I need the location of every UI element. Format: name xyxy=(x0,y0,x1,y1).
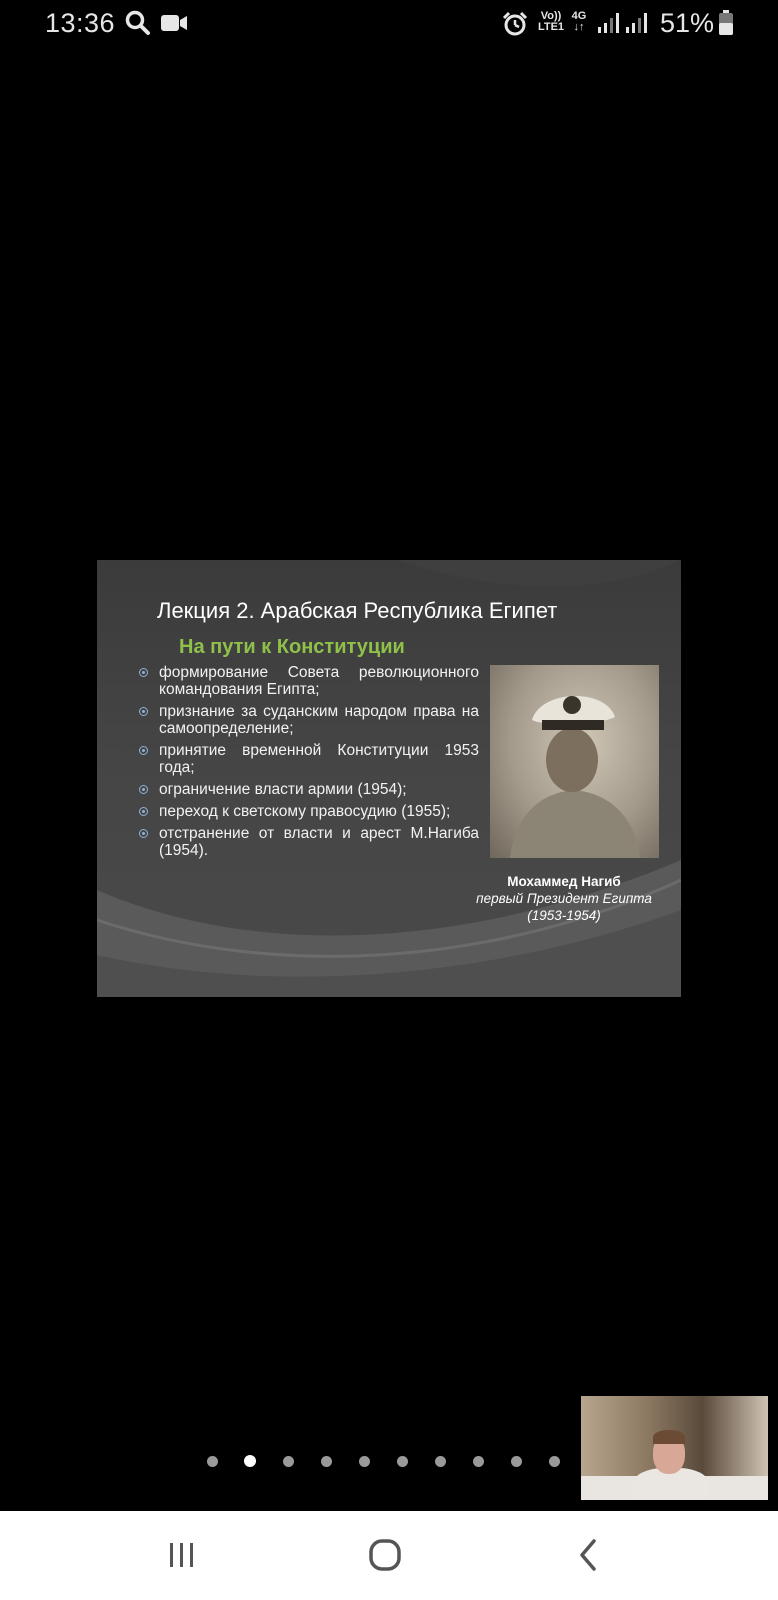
volte-indicator xyxy=(536,11,566,33)
page-dot[interactable] xyxy=(321,1456,332,1467)
bullet-item xyxy=(139,664,479,698)
bullet-item xyxy=(139,703,479,737)
bullet-text: принятие временной Конституции 1953 года; xyxy=(159,742,479,776)
caption-name: Мохаммед Нагиб xyxy=(507,874,621,889)
bullet-item xyxy=(139,803,479,820)
navigation-bar xyxy=(0,1511,778,1600)
bullet-icon xyxy=(139,707,148,716)
back-button[interactable] xyxy=(566,1533,610,1577)
volte-bottom-label: LTE1 xyxy=(537,21,565,33)
network-type-label: 4G xyxy=(571,10,587,22)
alarm-icon xyxy=(502,11,528,37)
bullet-item xyxy=(139,781,479,798)
status-bar xyxy=(0,0,778,48)
page-dot[interactable] xyxy=(283,1456,294,1467)
bullet-list xyxy=(139,664,479,864)
bullet-text: переход к светскому правосудию (1955); xyxy=(159,803,451,820)
photo-caption xyxy=(459,873,669,924)
caption-years: (1953-1954) xyxy=(527,908,601,923)
status-time: 13:36 xyxy=(45,8,116,38)
battery-icon xyxy=(718,10,734,36)
recent-apps-icon xyxy=(166,1540,198,1570)
battery-percent: 51% xyxy=(660,8,715,38)
portrait-illustration xyxy=(490,665,659,858)
caption-role: первый Президент Египта xyxy=(476,891,652,906)
bullet-icon xyxy=(139,785,148,794)
lecture-slide[interactable] xyxy=(97,560,681,997)
signal-icon xyxy=(624,11,648,35)
participant-video-thumbnail[interactable] xyxy=(581,1396,768,1500)
network-type-indicator xyxy=(568,11,590,33)
volte-top-label: Vo)) xyxy=(540,10,562,22)
bullet-icon xyxy=(139,746,148,755)
recent-apps-button[interactable] xyxy=(160,1533,204,1577)
page-dot[interactable] xyxy=(435,1456,446,1467)
page-dot[interactable] xyxy=(397,1456,408,1467)
bullet-icon xyxy=(139,829,148,838)
page-dot[interactable] xyxy=(549,1456,560,1467)
bullet-text: отстранение от власти и арест М.Нагиба (1954). xyxy=(159,825,479,859)
bullet-icon xyxy=(139,807,148,816)
page-dot[interactable] xyxy=(473,1456,484,1467)
portrait-photo xyxy=(490,665,659,858)
bullet-item xyxy=(139,825,479,859)
slide-subtitle: На пути к Конституции xyxy=(179,636,405,658)
slide-title: Лекция 2. Арабская Республика Египет xyxy=(157,598,558,623)
signal-icon xyxy=(596,11,620,35)
bullet-text: признание за суданским народом права на самоопределение; xyxy=(159,703,479,737)
page-dot[interactable] xyxy=(207,1456,218,1467)
search-icon xyxy=(125,10,151,36)
page-dot[interactable] xyxy=(511,1456,522,1467)
bullet-text: ограничение власти армии (1954); xyxy=(159,781,407,798)
home-icon xyxy=(367,1537,403,1573)
bullet-icon xyxy=(139,668,148,677)
bullet-item xyxy=(139,742,479,776)
page-dot[interactable] xyxy=(359,1456,370,1467)
bullet-text: формирование Совета революционного командования Египта; xyxy=(159,664,479,698)
back-icon xyxy=(576,1537,600,1573)
video-person-hair xyxy=(653,1430,685,1444)
home-button[interactable] xyxy=(363,1533,407,1577)
video-camera-icon xyxy=(160,13,188,33)
page-dot-active[interactable] xyxy=(244,1455,256,1467)
data-activity-label: ↓↑ xyxy=(573,21,585,33)
